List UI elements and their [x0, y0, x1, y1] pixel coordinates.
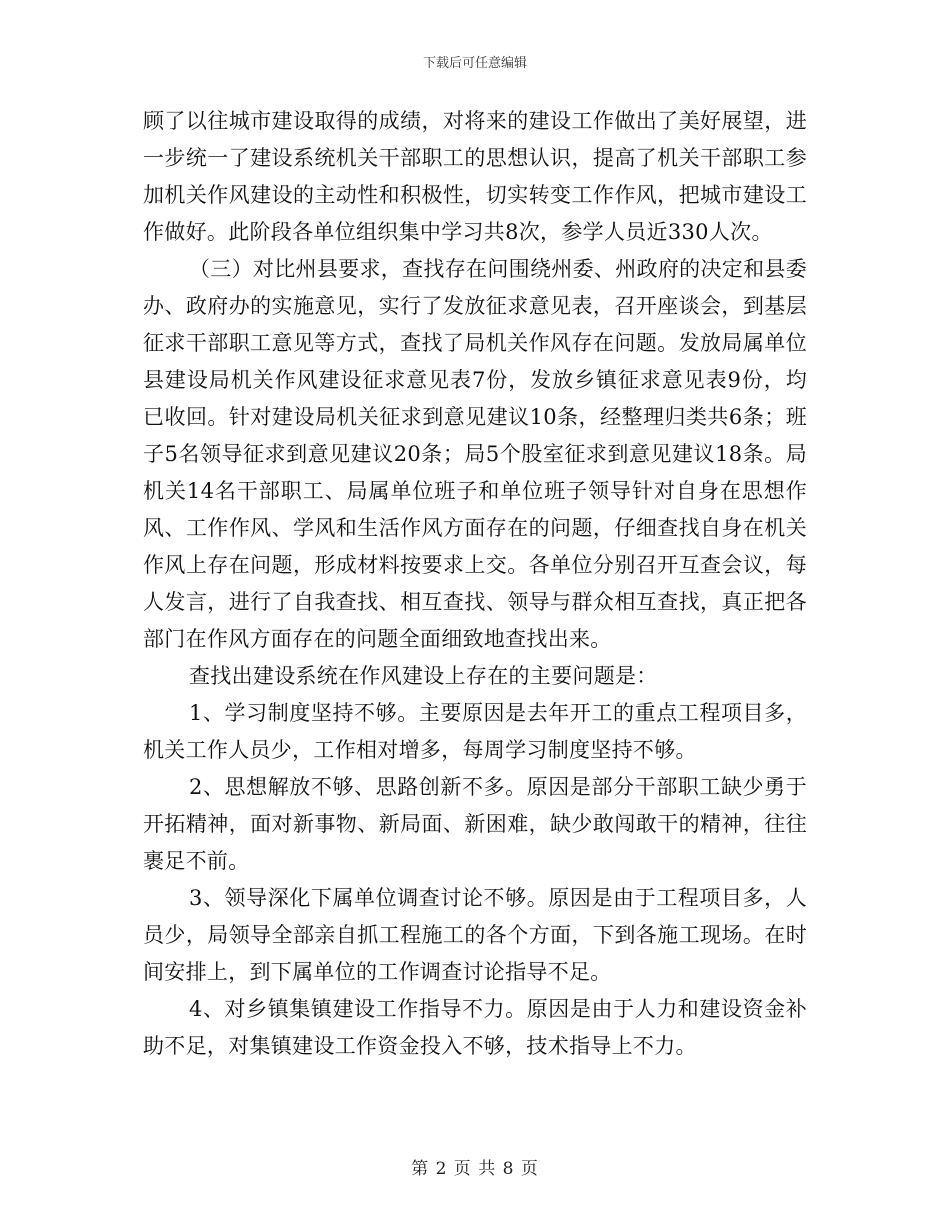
paragraph-problem-2: 2、思想解放不够、思路创新不多。原因是部分干部职工缺少勇于开拓精神，面对新事物、新局面、新困难，缺少敢闯敢干的精神，往往裹足不前。: [143, 775, 807, 873]
paragraph-continuation: 顾了以往城市建设取得的成绩，对将来的建设工作做出了美好展望，进一步统一了建设系统机关干部职工的思想认识，提高了机关干部职工参加机关作风建设的主动性和积极性，切实转变工作作风，把城市建设工作做好。此阶段各单位组织集中学习共8次，参学人员近330人次。: [143, 109, 807, 244]
paragraph-problem-1: 1、学习制度坚持不够。主要原因是去年开工的重点工程项目多，机关工作人员少，工作相对增多，每周学习制度坚持不够。: [143, 701, 807, 762]
paragraph-problem-3: 3、领导深化下属单位调查讨论不够。原因是由于工程项目多，人员少，局领导全部亲自抓工程施工的各个方面，下到各施工现场。在时间安排上，到下属单位的工作调查讨论指导不足。: [143, 886, 807, 984]
paragraph-problems-intro: 查找出建设系统在作风建设上存在的主要问题是：: [189, 664, 658, 688]
document-body: [143, 103, 807, 1065]
page-header: 下载后可任意编辑: [422, 56, 527, 71]
paragraph-section-three: （三）对比州县要求，查找存在问围绕州委、州政府的决定和县委办、政府办的实施意见，实行了发放征求意见表，召开座谈会，到基层征求干部职工意见等方式，查找了局机关作风存在问题。发放局属单位县建设局机关作风建设征求意见表7份，发放乡镇征求意见表9份，均已收回。针对建设局机关征求到意见建议10条，经整理归类共6条；班子5名领导征求到意见建议20条；局5个股室征求到意见建议18条。局机关14名干部职工、局属单位班子和单位班子领导针对自身在思想作风、工作作风、学风和生活作风方面存在的问题，仔细查找自身在机关作风上存在问题，形成材料按要求上交。各单位分别召开互查会议，每人发言，进行了自我查找、相互查找、领导与群众相互查找，真正把各部门在作风方面存在的问题全面细致地查找出来。: [143, 257, 807, 651]
paragraph-problem-4: 4、对乡镇集镇建设工作指导不力。原因是由于人力和建设资金补助不足，对集镇建设工作资金投入不够，技术指导上不力。: [143, 997, 807, 1058]
page-footer: 第 2 页 共 8 页: [411, 1159, 539, 1179]
